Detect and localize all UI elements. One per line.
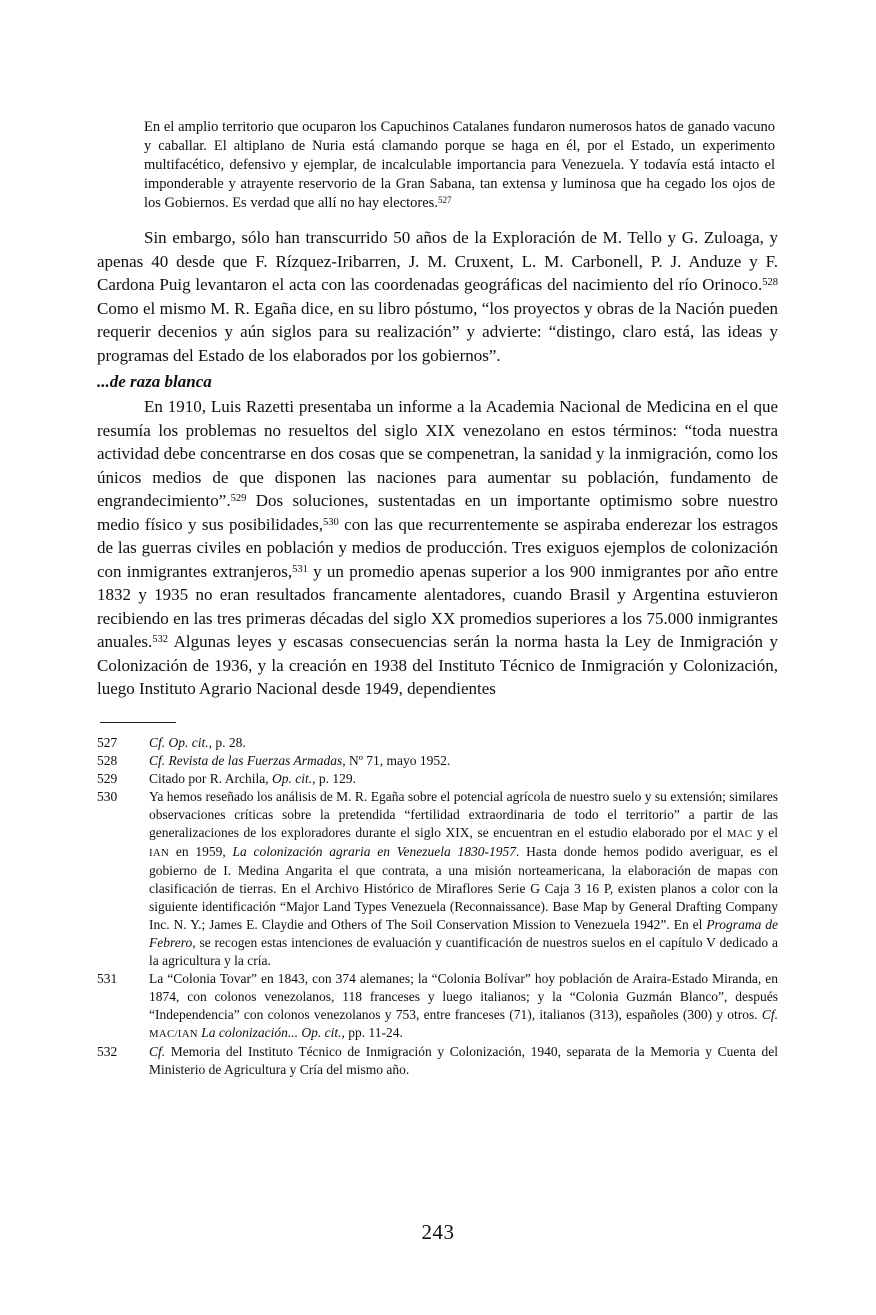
text-run: , p. 28. — [208, 734, 246, 750]
text-run: La “Colonia Tovar” en 1843, con 374 alemanes; la “Colonia Bolívar” hoy población de Araira-Estado Miranda, en 1874, con colonos venezolanos, 118 franceses y luego italianos; y la “Colonia Guzmán Blanco”, después “Independencia” con colonos venezolanos y 753, entre franceses (71), italianos (313), españoles (300) y otros. — [149, 970, 778, 1022]
text-run: en 1959, — [169, 843, 233, 859]
body-paragraph-2 — [97, 395, 778, 701]
footnote-marker: 529 — [230, 493, 247, 505]
text-run: Ya hemos reseñado los análisis de M. R. Egaña sobre el potencial agrícola de nuestro suelo y su extensión; similares observaciones críticas sobre la pretendida “fertilidad extraordinaria de todo el territorio” a partir de las generalizaciones de los exploradores durante el siglo XIX, se encuentran en el estudio elaborado por el — [149, 788, 778, 840]
text-run: Cf. — [149, 1043, 166, 1059]
text-run: Algunas leyes y escasas consecuencias serán la norma hasta la Ley de Inmigración y Colonización de 1936, y la creación en 1938 del Instituto Técnico de Inmigración y Colonización, luego Instituto Agrario Nacional desde 1949, dependientes — [97, 632, 778, 698]
footnote-marker: 530 — [322, 516, 339, 528]
footnote-text — [149, 1043, 778, 1079]
footnote-row — [97, 970, 778, 1043]
footnote-number: 530 — [97, 788, 118, 804]
footnote-text — [149, 734, 778, 752]
text-run: Programa de Febrero — [149, 916, 778, 950]
footnote-row — [97, 1043, 778, 1079]
text-run: Cf. — [761, 1006, 778, 1022]
text-run: En el amplio territorio que ocuparon los Capuchinos Catalanes fundaron numerosos hatos de ganado vacuno y caballar. El altiplano de Nuria está clamando porque se haga en él, por el Estado, un experimento multifacético, defensivo y ejemplar, de incalculable importancia para Venezuela. Y todavía está intacto el imponderable y atrayente reservorio de la Gran Sabana, tan extensa y luminosa que ha cegado los ojos de los Gobiernos. Es verdad que allí no hay electores. — [144, 119, 775, 211]
footnote-text — [149, 770, 778, 788]
footnote-row — [97, 734, 778, 752]
footnote-marker: 527 — [437, 194, 452, 205]
text-run: Cf. Revista de las Fuerzas Armadas — [149, 752, 343, 768]
text-run: La colonización... Op. cit. — [201, 1024, 342, 1040]
text-run: Op. cit. — [271, 770, 313, 786]
text-run: y un promedio apenas superior a los 900 inmigrantes por año entre 1832 y 1935 no eran resultados francamente alentadores, cuando Brasil y Argentina estuvieron recibiendo en las tres primeras décadas del siglo XX promedios superiores a los 75.000 inmigrantes anuales. — [97, 561, 779, 651]
text-run: Dos soluciones, sustentadas en un importante optimismo sobre nuestro medio físico y sus posibilidades, — [97, 491, 778, 534]
text-run: , se recogen estas intenciones de evaluación y cuantificación de nuestros suelos en el capítulo V dedicado a la agricultura y la cría. — [149, 934, 778, 968]
footnote-text — [149, 970, 778, 1043]
text-run: , p. 129. — [312, 770, 356, 786]
text-run: , Nº 71, mayo 1952. — [342, 752, 451, 768]
footnote-row — [97, 770, 778, 788]
text-run: En 1910, Luis Razetti presentaba un informe a la Academia Nacional de Medicina en el que resumía los problemas no resueltos del siglo XIX venezolano en estos términos: “toda nuestra actividad debe concentrarse en dos cosas que se compenetran, la sanidad y la inmigración, como los únicos medios de que disponen las naciones para aumentar su población, fundamento de engrandecimiento”. — [97, 397, 778, 510]
text-run: Citado por R. Archila, — [149, 770, 272, 786]
text-run: , pp. 11-24. — [341, 1024, 403, 1040]
footnote-marker: 528 — [762, 277, 778, 289]
block-quote — [144, 118, 775, 213]
text-run: Como el mismo M. R. Egaña dice, en su libro póstumo, “los proyectos y obras de la Nación pueden requerir decenios y aún siglos para su realización” y advierte: “distingo, claro está, las ideas y programas del Estado de los elaborados por los gobiernos”. — [97, 298, 778, 365]
text-run: La colonización agraria en Venezuela 1830-1957 — [232, 843, 517, 859]
text-run: MAC/IAN — [149, 1027, 198, 1040]
footnote-number: 532 — [97, 1043, 118, 1059]
text-run: y el — [752, 824, 778, 840]
footnote-marker: 531 — [292, 563, 308, 575]
footnote-number: 527 — [97, 734, 118, 750]
footnote-number: 528 — [97, 752, 118, 768]
footnote-separator-rule — [100, 722, 176, 723]
page-content — [97, 118, 778, 1079]
footnote-number: 529 — [97, 770, 118, 786]
text-run: Sin embargo, sólo han transcurrido 50 años de la Exploración de M. Tello y G. Zuloaga, y apenas 40 desde que F. Rízquez-Iribarren, J. M. Cruxent, L. M. Carbonell, P. J. Anduze y F. Cardona Puig levantaron el acta con las coordenadas geográficas del nacimiento del río Orinoco. — [97, 228, 778, 294]
text-run: con las que recurrentemente se aspiraba enderezar los estragos de las guerras civiles en población y medios de producción. Tres exiguos ejemplos de colonización con inmigrantes extranjeros, — [97, 514, 778, 581]
text-run: MAC — [726, 827, 753, 840]
footnotes-section — [97, 734, 778, 1079]
text-run: . Hasta donde hemos podido averiguar, es el gobierno de I. Medina Angarita el que contrata, a una misión norteamericana, la elaboración de mapas con clasificación de tierras. En el Archivo Histórico de Miraflores Serie G Caja 3 16 P, existen planos a color con la siguiente identificación “Major Land Types Venezuela (Reconnaissance). Base Map by General Drafting Company Inc. N. Y.; James E. Claydie and Others of The Soil Conservation Mission to Venezuela 1942”. En el — [149, 843, 778, 932]
footnote-number: 531 — [97, 970, 118, 986]
text-run: Cf. Op. cit. — [149, 734, 209, 750]
body-paragraph-1 — [97, 226, 778, 367]
footnote-text — [149, 788, 778, 970]
footnote-text — [149, 752, 778, 770]
footnote-row — [97, 752, 778, 770]
page-number: 243 — [421, 1220, 455, 1244]
section-heading: ...de raza blanca — [97, 372, 212, 391]
footnote-row — [97, 788, 778, 970]
text-run: IAN — [149, 846, 170, 859]
footnote-marker: 532 — [152, 634, 169, 646]
text-run: Memoria del Instituto Técnico de Inmigración y Colonización, 1940, separata de la Memoria y Cuenta del Ministerio de Agricultura y Cría del mismo año. — [149, 1043, 778, 1077]
